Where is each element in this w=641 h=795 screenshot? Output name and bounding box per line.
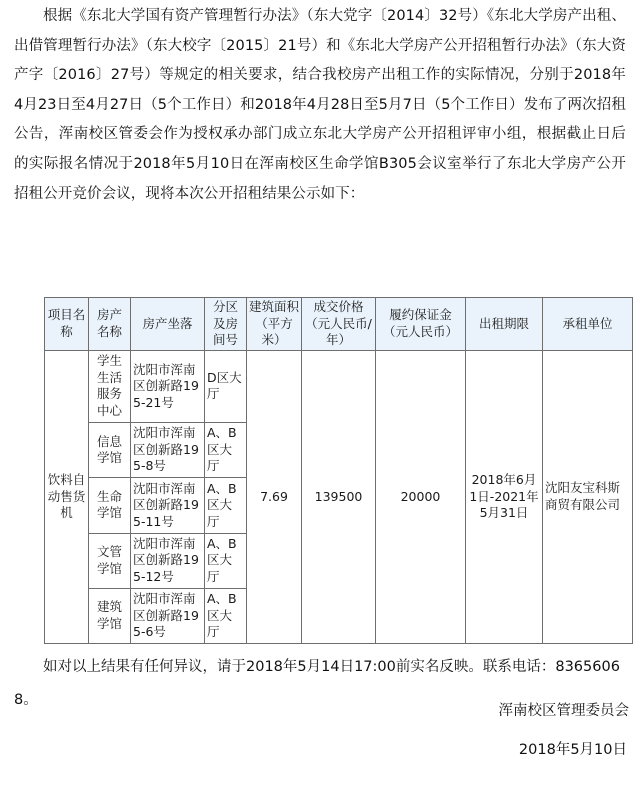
deposit-cell: 20000: [376, 350, 466, 644]
header-period: 出租期限: [466, 298, 543, 351]
header-floor: 分区及房间号: [205, 298, 247, 351]
floor-cell: A、B区大厅: [205, 478, 247, 533]
floor-cell: A、B区大厅: [205, 423, 247, 478]
header-area: 建筑面积（平方米）: [247, 298, 302, 351]
header-project: 项目名称: [45, 298, 89, 351]
property-name-cell: 建筑学馆: [89, 588, 131, 643]
signature-date: 2018年5月10日: [518, 742, 627, 758]
floor-cell: D区大厅: [205, 350, 247, 423]
table-row: [45, 350, 633, 423]
header-tenant: 承租单位: [543, 298, 633, 351]
results-table: [44, 297, 633, 644]
floor-cell: A、B区大厅: [205, 588, 247, 643]
intro-paragraph: 根据《东北大学国有资产管理暂行办法》（东大党字〔2014〕32号）《东北大学房产出租、出借管理暂行办法》（东大校字〔2015〕21号）和《东北大学房产公开招租暂行办法》（东大资产字〔2016〕27号）等规定的相关要求，结合我校房产出租工作的实际情况，分别于2018年4月23日至4月27日（5个工作日）和2018年4月28日至5月7日（5个工作日）发布了两次招租公告，浑南校区管委会作为授权承办部门成立东北大学房产公开招租评审小组，根据截止日后的实际报名情况于2018年5月10日在浑南校区生命学馆B305会议室举行了东北大学房产公开招租公开竞价会议，现将本次公开招租结果公示如下：: [14, 8, 626, 202]
floor-cell: A、B区大厅: [205, 533, 247, 588]
tenant-cell: 沈阳友宝科斯商贸有限公司: [543, 350, 633, 644]
table-header-row: [45, 298, 633, 351]
property-name-cell: 文管学馆: [89, 533, 131, 588]
area-cell: 7.69: [247, 350, 302, 644]
property-name-cell: 生命学馆: [89, 478, 131, 533]
header-property-name: 房产名称: [89, 298, 131, 351]
header-location: 房产坐落: [131, 298, 205, 351]
location-cell: 沈阳市浑南区创新路195-8号: [131, 423, 205, 478]
location-cell: 沈阳市浑南区创新路195-12号: [131, 533, 205, 588]
property-name-cell: 信息学馆: [89, 423, 131, 478]
objection-note: 如对以上结果有任何异议，请于2018年5月14日17:00前实名反映。联系电话：83656068。: [14, 659, 620, 708]
period-cell: 2018年6月1日-2021年5月31日: [466, 350, 543, 644]
location-cell: 沈阳市浑南区创新路195-6号: [131, 588, 205, 643]
price-cell: 139500: [302, 350, 376, 644]
header-deposit: 履约保证金（元人民币）: [376, 298, 466, 351]
signature-org: 浑南校区管理委员会: [498, 703, 629, 719]
location-cell: 沈阳市浑南区创新路195-11号: [131, 478, 205, 533]
property-name-cell: 学生生活服务中心: [89, 350, 131, 423]
project-name-cell: 饮料自动售货机: [45, 350, 89, 644]
location-cell: 沈阳市浑南区创新路195-21号: [131, 350, 205, 423]
header-price: 成交价格（元人民币/年）: [302, 298, 376, 351]
